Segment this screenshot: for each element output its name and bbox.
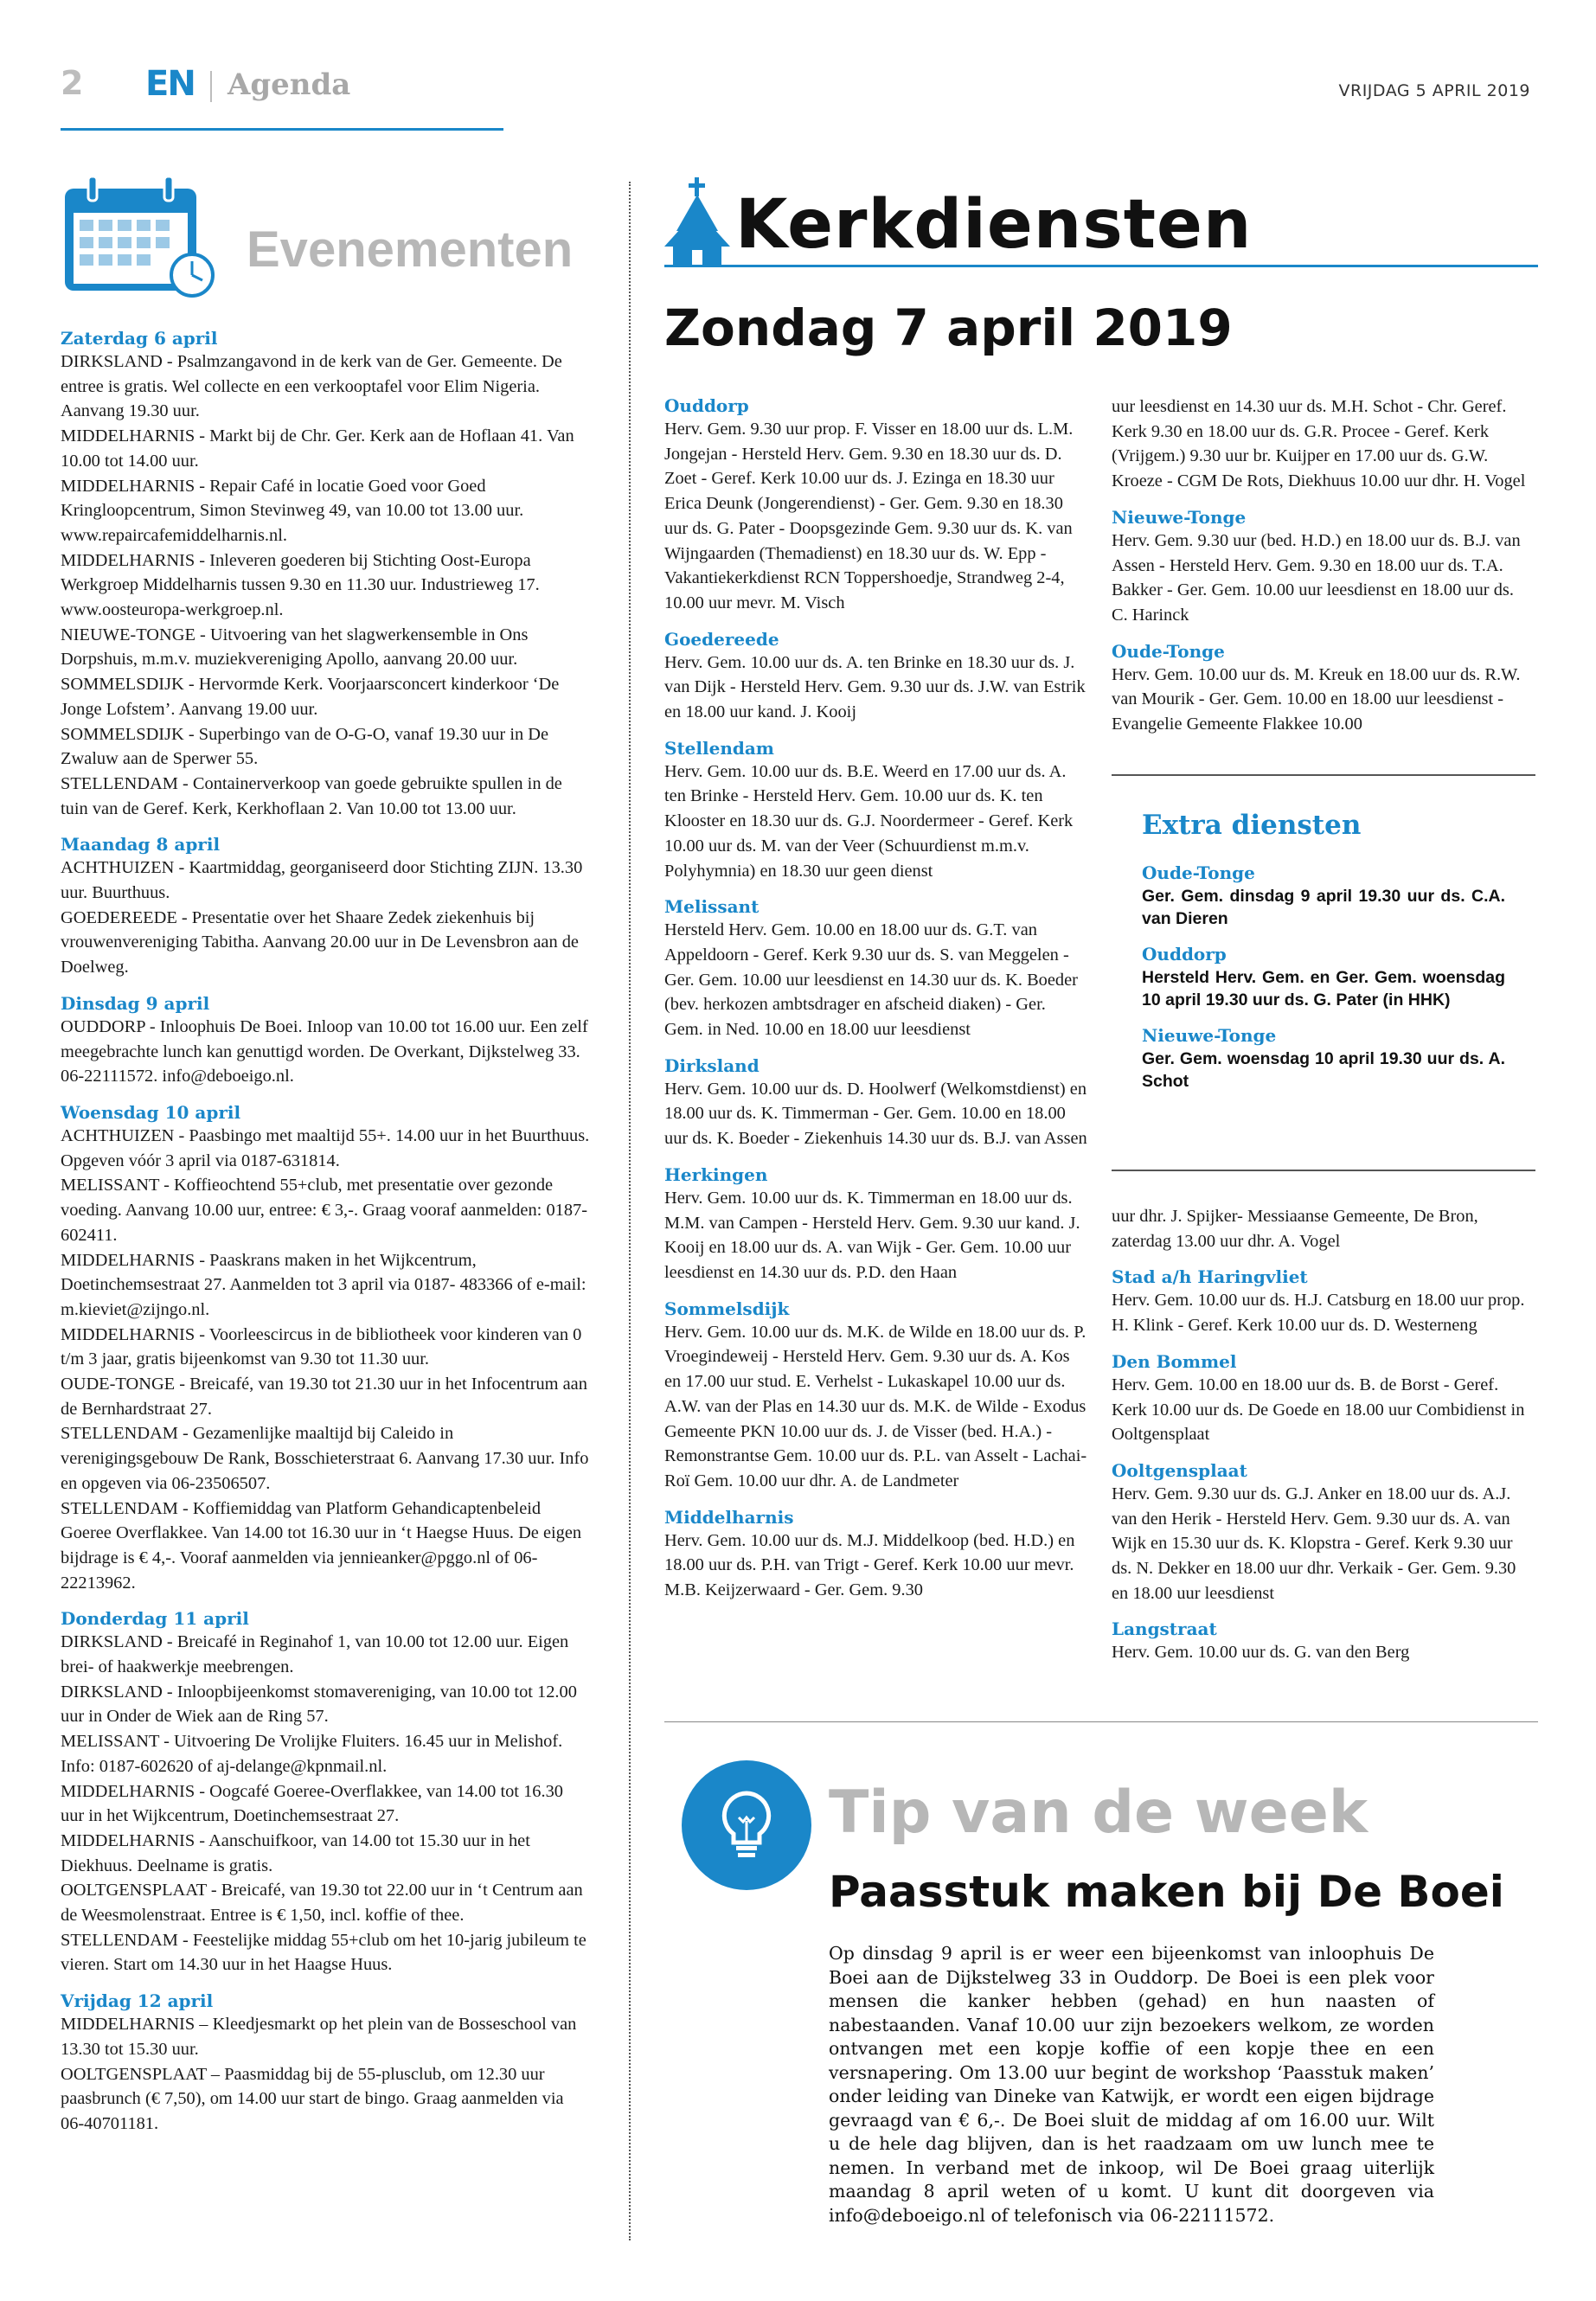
issue-date: VRIJDAG 5 APRIL 2019 (1338, 81, 1530, 100)
church-place: Stellendam (664, 737, 774, 759)
church-services: Herv. Gem. 10.00 uur ds. G. van den Berg (1112, 1643, 1410, 1663)
church-column-1 (664, 394, 1088, 1603)
tip-top-rule (664, 1721, 1538, 1722)
church-icon (664, 177, 730, 267)
event-entry: GOEDEREEDE - Presentatie over het Shaare Zedek ziekenhuis bij vrouwenvereniging Tabitha. Aanvang 20.00 uur in De Levensbron aan de Doelweg. (61, 907, 579, 977)
event-entry: DIRKSLAND - Breicafé in Reginahof 1, van 10.00 tot 12.00 uur. Eigen brei- of haakwerkje meebrengen. (61, 1632, 569, 1677)
extra-services-title: Extra diensten (1142, 810, 1362, 841)
extra-service: Ger. Gem. dinsdag 9 april 19.30 uur ds. C.A. van Dieren (1142, 887, 1505, 928)
event-entry: MELISSANT - Koffieochtend 55+club, met presentatie over gezonde voeding. Aanvang 10.00 uur, entree: € 3,-. Graag vooraf aanmelden: 0187-602411. (61, 1176, 588, 1245)
calendar-icon (61, 173, 218, 298)
church-services: Herv. Gem. 9.30 uur ds. G.J. Anker en 18.00 uur ds. A.J. van den Herik - Hersteld Herv. Gem. 9.30 uur ds. A. van Wijk en 15.30 uur ds. K. Klopstra - Geref. Kerk 9.30 uur ds. N. Dekker en 18.00 uur dhr. Verkaik - Ger. Gem. 9.30 en 18.00 uur leesdienst (1112, 1484, 1516, 1603)
extra-place: Nieuwe-Tonge (1142, 1025, 1277, 1046)
event-entry: STELLENDAM - Koffiemiddag van Platform Gehandicaptenbeleid Goeree Overflakkee. Van 14.00 tot 16.30 uur in ‘t Haegse Huus. De eigen bijdrage is € 4,-. Vooraf aanmelden via jennieanker@pggo.nl of 06-22213962. (61, 1498, 582, 1593)
newspaper-logo: EN (145, 64, 195, 104)
extra-place: Oude-Tonge (1142, 862, 1255, 883)
events-title: Evenementen (247, 221, 574, 278)
event-entry: STELLENDAM - Containerverkoop van goede gebruikte spullen in de tuin van de Geref. Kerk, Kerkhoflaan 2. Van 10.00 tot 13.00 uur. (61, 773, 562, 818)
event-entry: OUDDORP - Inloophuis De Boei. Inloop van 10.00 tot 16.00 uur. Een zelf meegebrachte lunch kan genuttigd worden. De Overkant, Dijkstelweg 33. 06-22111572. info@deboeigo.nl. (61, 1016, 588, 1086)
event-entry: OOLTGENSPLAAT - Breicafé, van 19.30 tot 22.00 uur in ‘t Centrum aan de Weesmolenstraat. Entree is € 1,50, incl. koffie of thee. (61, 1881, 583, 1926)
event-entry: OUDE-TONGE - Breicafé, van 19.30 tot 21.30 uur in het Infocentrum aan de Bernhardstraat 27. (61, 1375, 587, 1419)
church-services: Herv. Gem. 10.00 uur ds. M.J. Middelkoop (bed. H.D.) en 18.00 uur ds. P.H. van Trigt - Geref. Kerk 10.00 uur mevr. M.B. Keijzerwaard - Ger. Gem. 9.30 (664, 1530, 1075, 1600)
day-heading: Zaterdag 6 april (61, 328, 218, 349)
church-services: Herv. Gem. 10.00 uur ds. D. Hoolwerf (Welkomstdienst) en 18.00 uur ds. K. Timmerman - Ger. Gem. 10.00 en 18.00 uur ds. K. Boeder - Ziekenhuis 14.30 uur ds. B.J. van Assen (664, 1079, 1087, 1149)
column-divider (629, 182, 631, 2240)
church-services: Hersteld Herv. Gem. 10.00 en 18.00 uur ds. G.T. van Appeldoorn - Geref. Kerk 9.30 uur ds. S. van Meggelen - Ger. Gem. 10.00 uur leesdienst en 14.30 uur ds. K. Boeder (bev. herkozen ambtsdrager en afscheid diaken) - Ger. Gem. in Ned. 10.00 en 18.00 uur leesdienst (664, 920, 1078, 1040)
church-column-2-top (1112, 394, 1531, 737)
event-entry: SOMMELSDIJK - Hervormde Kerk. Voorjaarsconcert kinderkoor ‘De Jonge Lofstem’. Aanvang 19.00 uur. (61, 675, 560, 719)
event-entry: MELISSANT - Uitvoering De Vrolijke Fluiters. 16.45 uur in Melishof. Info: 0187-602620 of aj-delange@kpnmail.nl. (61, 1732, 563, 1776)
clock-icon (171, 254, 213, 296)
day-heading: Dinsdag 9 april (61, 992, 210, 1014)
church-place: Goedereede (664, 628, 779, 650)
event-entry: MIDDELHARNIS - Repair Café in locatie Goed voor Goed Kringloopcentrum, Simon Stevinweg 49, van 10.00 tot 13.00 uur. www.repaircafemiddelharnis.nl. (61, 476, 524, 545)
event-entry: NIEUWE-TONGE - Uitvoering van het slagwerkensemble in Ons Dorpshuis, m.m.v. muziekvereniging Apollo, aanvang 20.00 uur. (61, 625, 529, 670)
event-entry: DIRKSLAND - Inloopbijeenkomst stomavereniging, van 10.00 tot 12.00 uur in Onder de Wiek aan de Ring 57. (61, 1682, 577, 1727)
tip-subtitle: Paasstuk maken bij De Boei (829, 1867, 1504, 1917)
church-services: uur dhr. J. Spijker- Messiaanse Gemeente, De Bron, zaterdag 13.00 uur dhr. A. Vogel (1112, 1207, 1478, 1251)
church-services-title: Kerkdiensten (735, 186, 1253, 264)
header-divider (210, 71, 212, 102)
event-entry: MIDDELHARNIS - Aanschuifkoor, van 14.00 tot 15.30 uur in het Diekhuus. Deelname is gratis. (61, 1830, 530, 1875)
church-services: Herv. Gem. 10.00 uur ds. M. Kreuk en 18.00 uur ds. R.W. van Mourik - Ger. Gem. 10.00 en 18.00 uur leesdienst - Evangelie Gemeente Flakkee 10.00 (1112, 664, 1521, 734)
services-date: Zondag 7 april 2019 (664, 298, 1233, 357)
event-entry: DIRKSLAND - Psalmzangavond in de kerk van de Ger. Gemeente. De entree is gratis. Wel collecte en een verkooptafel voor Elim Nigeria. Aanvang 19.30 uur. (61, 352, 562, 421)
church-place: Ouddorp (664, 395, 749, 416)
church-services: uur leesdienst en 14.30 uur ds. M.H. Schot - Chr. Geref. Kerk 9.30 en 18.00 uur ds. G.R. Procee - Geref. Kerk (Vrijgem.) 9.30 uur br. Kuijper en 17.00 uur ds. G.W. Kroeze - CGM De Rots, Diekhuus 10.00 uur dhr. H. Vogel (1112, 397, 1526, 491)
tip-body: Op dinsdag 9 april is er weer een bijeenkomst van inloophuis De Boei aan de Dijkstelweg 33 in Ouddorp. De Boei is een plek voor mensen die kanker hebben (gehad) en hun naasten of nabestaanden. Vanaf 10.00 uur zijn bezoekers welkom, ze worden ontvangen met een kopje koffie of een kopje thee en een versnapering. Om 13.00 uur begint de workshop ‘Paasstuk maken’ onder leiding van Dineke van Katwijk, er wordt een eigen bijdrage gevraagd van € 6,-. De Boei sluit de middag af om 16.00 uur. Wilt u de hele dag blijven, dan is het raadzaam om uw lunch mee te nemen. In verband met de inkoop, wil De Boei graag uiterlijk maandag 8 april weten of u komt. U kunt dit doorgeven via info@deboeigo.nl of telefonisch via 06-22111572. (829, 1943, 1434, 2226)
event-entry: MIDDELHARNIS - Oogcafé Goeree-Overflakkee, van 14.00 tot 16.30 uur in het Wijkcentrum, Doetinchemsestraat 27. (61, 1781, 563, 1826)
extra-service: Hersteld Herv. Gem. en Ger. Gem. woensdag 10 april 19.30 uur ds. G. Pater (in HHK) (1142, 968, 1505, 1009)
church-services: Herv. Gem. 9.30 uur (bed. H.D.) en 18.00 uur ds. B.J. van Assen - Hersteld Herv. Gem. 9.30 en 18.00 uur ds. T.A. Bakker - Ger. Gem. 10.00 uur leesdienst en 18.00 uur ds. C. Harinck (1112, 530, 1521, 625)
day-heading: Donderdag 11 april (61, 1608, 249, 1630)
extra-place: Ouddorp (1142, 944, 1227, 965)
tip-title: Tip van de week (829, 1779, 1368, 1847)
day-heading: Vrijdag 12 april (61, 1990, 214, 2012)
event-entry: MIDDELHARNIS - Voorleescircus in de bibliotheek voor kinderen van 0 t/m 3 jaar, gratis bijeenkomst van 9.30 tot 11.30 uur. (61, 1324, 582, 1369)
church-place: Dirksland (664, 1054, 760, 1076)
church-services: Herv. Gem. 10.00 uur ds. B.E. Weerd en 17.00 uur ds. A. ten Brinke - Hersteld Herv. Gem. 10.00 uur ds. K. ten Klooster en 18.30 uur ds. G.J. Noordermeer - Geref. Kerk 10.00 uur ds. M. van der Veer (Schuurdienst m.m.v. Polyhymnia) en 18.30 uur geen dienst (664, 761, 1074, 881)
church-place: Sommelsdijk (664, 1298, 790, 1319)
church-place: Herkingen (664, 1163, 768, 1185)
extra-box-top-rule (1112, 774, 1535, 776)
church-services: Herv. Gem. 10.00 uur ds. K. Timmerman en 18.00 uur ds. M.M. van Campen - Hersteld Herv. Gem. 9.30 uur kand. J. Kooij en 18.00 uur ds. A. van Wijk - Ger. Gem. 10.00 uur leesdienst en 14.30 uur ds. P.D. den Haan (664, 1188, 1080, 1282)
church-column-2-bottom (1112, 1204, 1531, 1665)
event-entry: MIDDELHARNIS – Kleedjesmarkt op het plein van de Bosseschool van 13.30 tot 15.30 uur. (61, 2015, 577, 2059)
extra-services-list (1142, 861, 1505, 1093)
event-entry: MIDDELHARNIS - Inleveren goederen bij Stichting Oost-Europa Werkgroep Middelharnis tussen 9.30 en 11.30 uur. Industrieweg 17. www.oosteuropa-werkgroep.nl. (61, 550, 540, 620)
event-entry: MIDDELHARNIS - Paaskrans maken in het Wijkcentrum, Doetinchemsestraat 27. Aanmelden tot 3 april via 0187- 483366 of e-mail: m.kieviet@zijngo.nl. (61, 1250, 586, 1319)
event-entry: ACHTHUIZEN - Paasbingo met maaltijd 55+. 14.00 uur in het Buurthuus. Opgeven vóór 3 april via 0187-631814. (61, 1125, 590, 1170)
events-list (61, 327, 590, 2137)
tip-badge (682, 1760, 811, 1890)
extra-service: Ger. Gem. woensdag 10 april 19.30 uur ds. A. Schot (1142, 1049, 1505, 1091)
page-number: 2 (61, 64, 84, 102)
event-entry: ACHTHUIZEN - Kaartmiddag, georganiseerd door Stichting ZIJN. 13.30 uur. Buurthuus. (61, 858, 583, 903)
event-entry: OOLTGENSPLAAT – Paasmiddag bij de 55-plusclub, om 12.30 uur paasbrunch (€ 7,50), om 14.00 uur start de bingo. Graag aanmelden via 06-40701181. (61, 2064, 564, 2133)
header-rule (61, 128, 503, 131)
church-title-rule (664, 265, 1538, 267)
church-services: Herv. Gem. 10.00 en 18.00 uur ds. B. de Borst - Geref. Kerk 10.00 uur ds. De Goede en 18.00 uur Combidienst in Ooltgensplaat (1112, 1375, 1525, 1445)
event-entry: SOMMELSDIJK - Superbingo van de O-G-O, vanaf 19.30 uur in De Zwaluw aan de Sperwer 55. (61, 724, 549, 769)
event-entry: STELLENDAM - Feestelijke middag 55+club om het 10-jarig jubileum te vieren. Start om 14.30 uur in het Haagse Huus. (61, 1930, 586, 1975)
church-place: Den Bommel (1112, 1350, 1237, 1372)
event-entry: STELLENDAM - Gezamenlijke maaltijd bij Caleido in verenigingsgebouw De Rank, Bosschieterstraat 6. Aanvang 17.30 uur. Info en opgeven via 06-23506507. (61, 1424, 589, 1493)
church-services: Herv. Gem. 10.00 uur ds. M.K. de Wilde en 18.00 uur ds. P. Vroegindeweij - Hersteld Herv. Gem. 9.30 uur ds. A. Kos en 17.00 uur stud. E. Verhelst - Lukaskapel 10.00 uur ds. A.W. van der Plas en 14.30 uur ds. M.K. de Wilde - Exodus Gemeente PKN 10.00 uur ds. J. de Visser (bed. H.A.) - Remonstrantse Gem. 10.00 uur ds. P.L. van Asselt - Lachai-Roï Gem. 10.00 uur dhr. A. de Landmeter (664, 1322, 1087, 1490)
church-place: Ooltgensplaat (1112, 1459, 1247, 1481)
day-heading: Woensdag 10 april (61, 1101, 241, 1123)
day-heading: Maandag 8 april (61, 834, 221, 856)
church-place: Middelharnis (664, 1506, 794, 1528)
section-name: Agenda (228, 67, 351, 102)
lightbulb-icon (682, 1760, 811, 1890)
church-services: Herv. Gem. 9.30 uur prop. F. Visser en 18.00 uur ds. L.M. Jongejan - Hersteld Herv. Gem. 9.30 en 18.30 uur ds. D. Zoet - Geref. Kerk 10.00 uur ds. J. Ezinga en 18.30 uur Erica Deunk (Jongerendienst) - Ger. Gem. 9.30 en 18.30 uur ds. G. Pater - Doopsgezinde Gem. 9.30 uur ds. K. van Wijngaarden (Themadienst) en 18.30 uur ds. W. Epp - Vakantiekerkdienst RCN Toppershoedje, Strandweg 2-4, 10.00 uur mevr. M. Visch (664, 420, 1074, 612)
church-place: Langstraat (1112, 1618, 1217, 1640)
church-place: Melissant (664, 896, 760, 918)
church-place: Oude-Tonge (1112, 640, 1225, 662)
church-services: Herv. Gem. 10.00 uur ds. A. ten Brinke en 18.30 uur ds. J. van Dijk - Hersteld Herv. Gem. 9.30 uur ds. J.W. van Estrik en 18.00 uur kand. J. Kooij (664, 652, 1086, 722)
church-place: Nieuwe-Tonge (1112, 506, 1247, 528)
church-services: Herv. Gem. 10.00 uur ds. H.J. Catsburg en 18.00 uur prop. H. Klink - Geref. Kerk 10.00 uur ds. D. Westerneng (1112, 1291, 1525, 1336)
extra-box-bottom-rule (1112, 1170, 1535, 1171)
event-entry: MIDDELHARNIS - Markt bij de Chr. Ger. Kerk aan de Hoflaan 41. Van 10.00 tot 14.00 uur. (61, 426, 574, 471)
church-place: Stad a/h Haringvliet (1112, 1266, 1308, 1288)
